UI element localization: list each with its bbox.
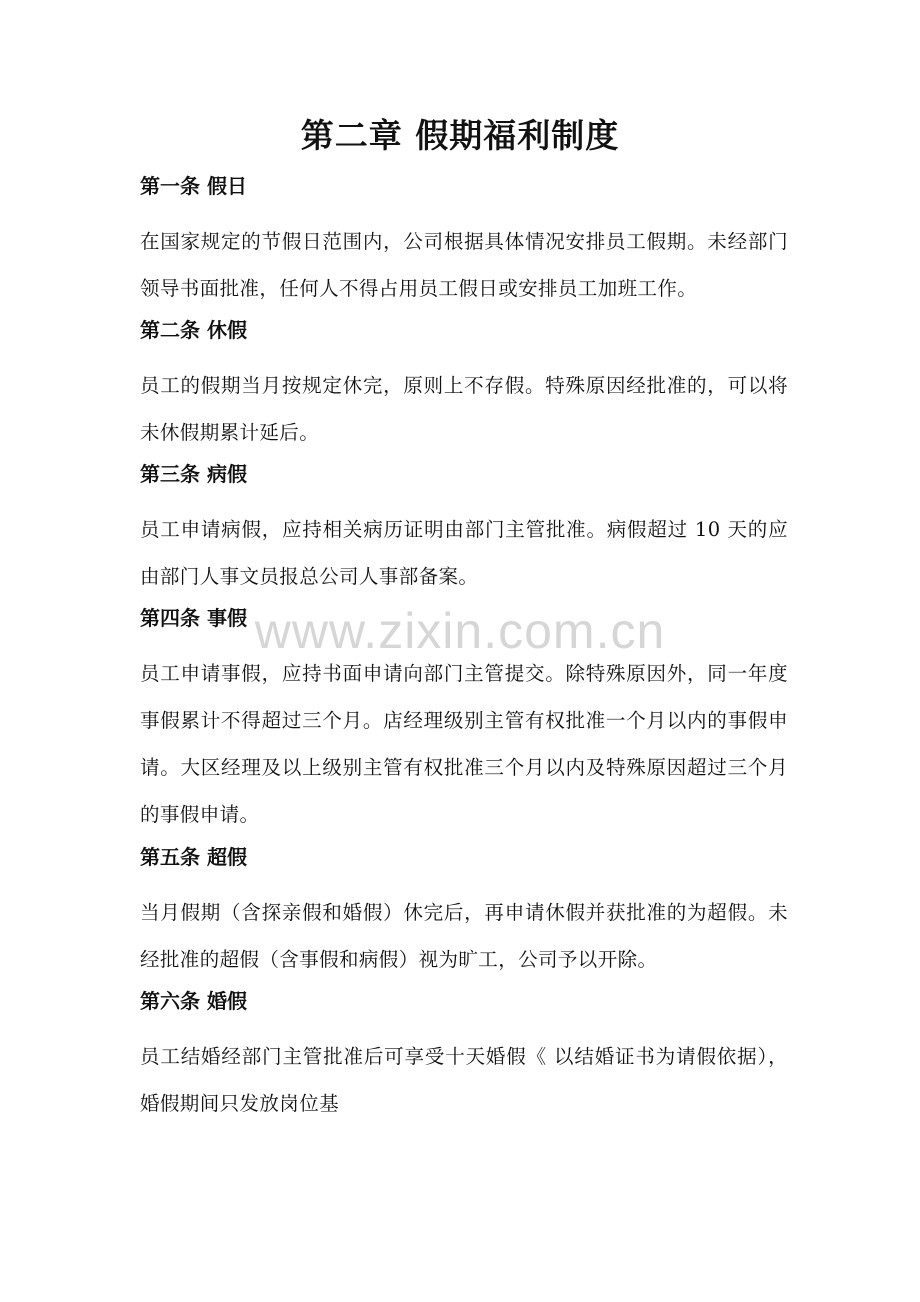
article-3 <box>140 460 788 600</box>
article-text: 员工的假期当月按规定休完，原则上不存假。特殊原因经批准的，可以将未休假期累计延后。 <box>140 374 788 444</box>
article-text: 员工申请病假，应持相关病历证明由部门主管批准。病假超过 10 天的应由部门人事文员报总公司人事部备案。 <box>140 518 788 588</box>
article-heading: 第一条 假日 <box>140 174 247 198</box>
site-watermark: www.zixin.com.cn <box>254 603 666 659</box>
chapter-title: 第二章 假期福利制度 <box>300 116 620 155</box>
article-5 <box>140 843 788 983</box>
article-heading: 第五条 超假 <box>140 845 247 869</box>
article-2 <box>140 316 788 456</box>
article-text: 员工结婚经部门主管批准后可享受十天婚假《 以结婚证书为请假依据），婚假期间只发放岗位基 <box>140 1045 788 1115</box>
article-text: 员工申请事假，应持书面申请向部门主管提交。除特殊原因外，同一年度事假累计不得超过三个月。店经理级别主管有权批准一个月以内的事假申请。大区经理及以上级别主管有权批准三个月以内及特殊原因超过三个月的事假申请。 <box>140 662 788 826</box>
article-heading: 第三条 病假 <box>140 462 247 486</box>
article-4 <box>140 604 788 838</box>
article-heading: 第四条 事假 <box>140 606 247 630</box>
article-text: 当月假期（含探亲假和婚假）休完后，再申请休假并获批准的为超假。未经批准的超假（含事假和病假）视为旷工，公司予以开除。 <box>140 901 788 971</box>
article-6 <box>140 987 788 1127</box>
article-text: 在国家规定的节假日范围内，公司根据具体情况安排员工假期。未经部门领导书面批准，任何人不得占用员工假日或安排员工加班工作。 <box>140 230 788 300</box>
article-1 <box>140 172 788 312</box>
article-heading: 第六条 婚假 <box>140 989 247 1013</box>
article-heading: 第二条 休假 <box>140 318 247 342</box>
